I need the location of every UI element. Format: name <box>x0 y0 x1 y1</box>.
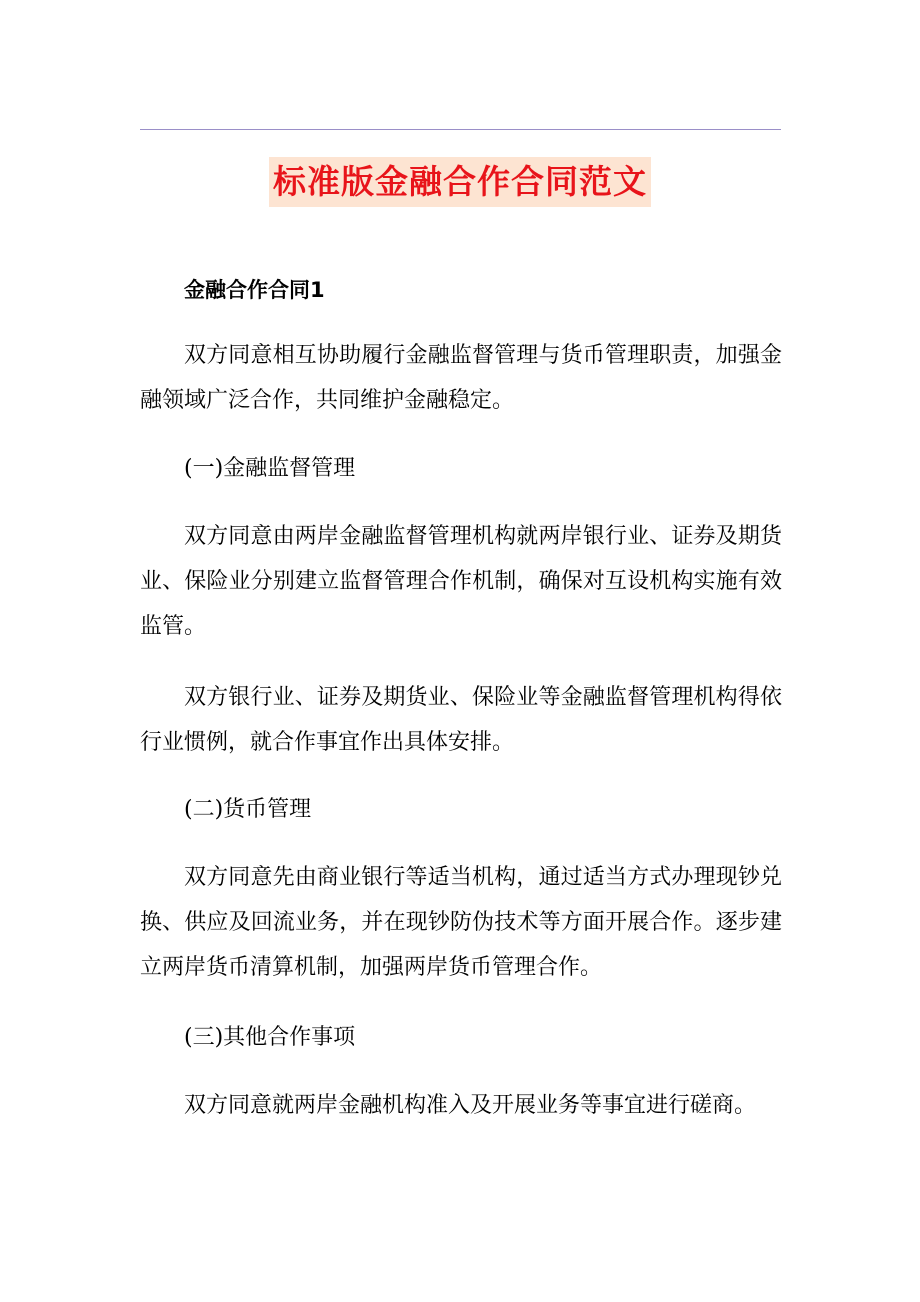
document-title: 标准版金融合作合同范文 <box>269 157 651 207</box>
paragraph: 双方同意就两岸金融机构准入及开展业务等事宜进行磋商。 <box>184 1093 757 1118</box>
paragraph: 双方同意相互协助履行金融监督管理与货币管理职责，加强金融领域广泛合作，共同维护金融稳定。 <box>140 343 782 413</box>
subsection-heading: (一)金融监督管理 <box>184 456 356 481</box>
paragraph: 双方银行业、证券及期货业、保险业等金融监督管理机构得依行业惯例，就合作事宜作出具体安排。 <box>140 685 782 755</box>
subsection-heading: (三)其他合作事项 <box>184 1025 356 1050</box>
paragraph: 双方同意先由商业银行等适当机构，通过适当方式办理现钞兑换、供应及回流业务，并在现钞防伪技术等方面开展合作。逐步建立两岸货币清算机制，加强两岸货币管理合作。 <box>140 865 782 980</box>
paragraph: 双方同意由两岸金融监督管理机构就两岸银行业、证券及期货业、保险业分别建立监督管理合作机制，确保对互设机构实施有效监管。 <box>140 524 782 639</box>
subsection-heading: (二)货币管理 <box>184 797 312 822</box>
header-rule <box>140 129 781 130</box>
section-heading: 金融合作合同1 <box>184 278 325 302</box>
title-container <box>0 157 920 207</box>
